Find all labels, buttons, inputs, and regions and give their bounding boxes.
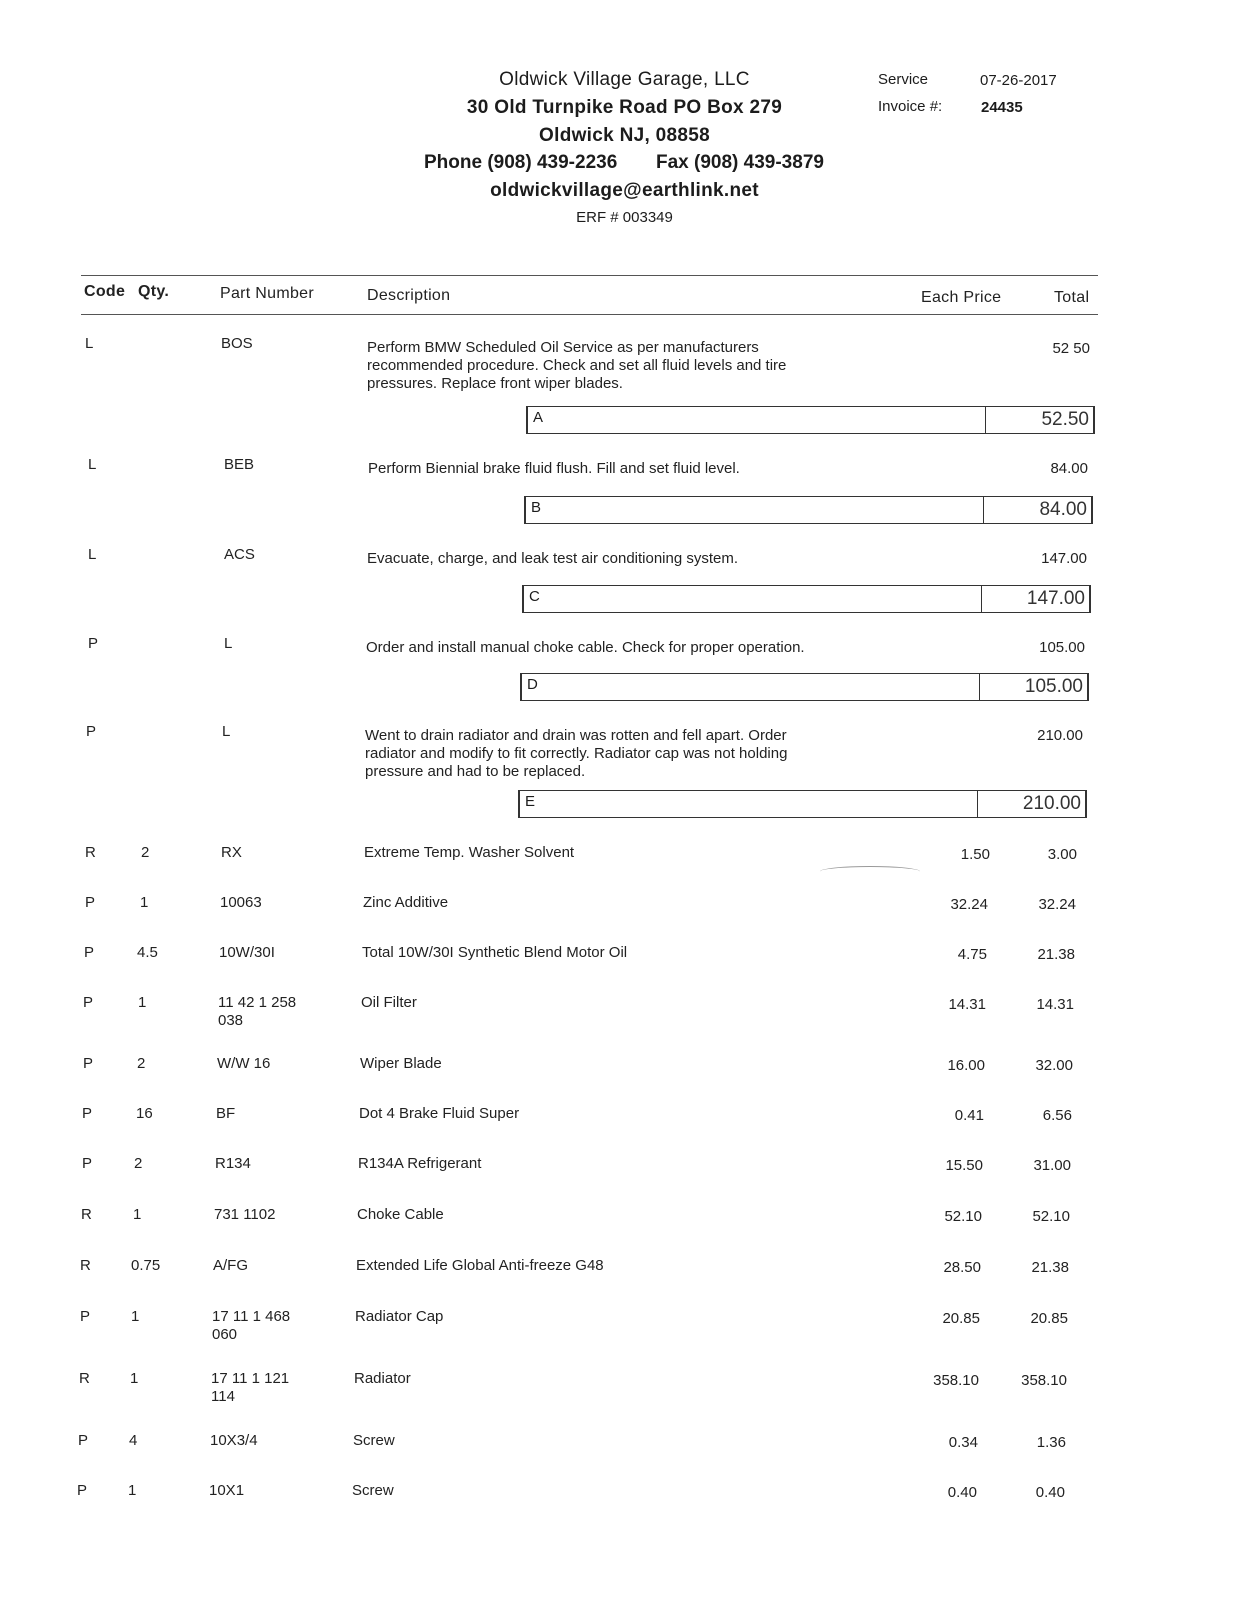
desc-line: recommended procedure. Check and set all fluid levels and tire <box>367 357 787 374</box>
part-number <box>218 994 296 1030</box>
part-code: P <box>82 1105 93 1122</box>
part-code: R <box>80 1257 91 1274</box>
part-number-line: 060 <box>212 1326 238 1343</box>
part-description: Extended Life Global Anti-freeze G48 <box>356 1257 604 1274</box>
subtotal-amount: 210.00 <box>1022 793 1081 814</box>
part-code: P <box>78 1432 89 1449</box>
invoice-label: Invoice #: <box>878 98 943 115</box>
part-code: R <box>85 844 96 861</box>
labor-description <box>367 339 786 393</box>
col-qty: Qty. <box>138 283 170 300</box>
subtotal-letter: A <box>533 409 544 426</box>
part-total: 32.00 <box>1035 1057 1073 1074</box>
part-code: R <box>81 1206 92 1223</box>
part-each-price: 16.00 <box>947 1057 985 1074</box>
header-top-rule <box>81 275 1098 276</box>
part-total: 358.10 <box>1021 1372 1067 1389</box>
subtotal-amount: 147.00 <box>1026 588 1085 609</box>
subtotal-letter: C <box>529 588 540 605</box>
subtotal-amount: 84.00 <box>1039 499 1087 520</box>
part-description: Dot 4 Brake Fluid Super <box>359 1105 520 1122</box>
company-name: Oldwick Village Garage, LLC <box>499 69 750 90</box>
labor-part: ACS <box>224 546 255 563</box>
labor-total: 105.00 <box>1039 639 1085 656</box>
labor-subtotal-box <box>518 790 1087 818</box>
part-description: Oil Filter <box>361 994 417 1011</box>
subtotal-divider <box>981 586 982 612</box>
labor-subtotal-box <box>520 673 1089 701</box>
labor-code: L <box>88 456 97 473</box>
desc-line: Order and install manual choke cable. Check for proper operation. <box>366 639 805 656</box>
part-description: Radiator Cap <box>355 1308 444 1325</box>
part-total: 14.31 <box>1036 996 1074 1013</box>
part-description: Screw <box>353 1432 395 1449</box>
subtotal-letter: D <box>527 676 538 693</box>
col-part-number: Part Number <box>220 285 314 302</box>
col-total: Total <box>1054 289 1090 306</box>
part-number-line: 11 42 1 258 <box>218 994 297 1011</box>
part-each-price: 0.34 <box>948 1434 978 1451</box>
part-each-price: 15.50 <box>945 1157 983 1174</box>
labor-subtotal-box <box>526 406 1095 434</box>
labor-total: 84.00 <box>1050 460 1088 477</box>
part-number: 10X1 <box>209 1482 245 1499</box>
part-each-price: 0.41 <box>954 1107 984 1124</box>
part-total: 21.38 <box>1031 1259 1069 1276</box>
part-code: P <box>85 894 96 911</box>
labor-subtotal-box <box>522 585 1091 613</box>
part-code: P <box>82 1155 93 1172</box>
part-number-line: 17 11 1 468 <box>212 1308 291 1325</box>
part-number: BF <box>216 1105 236 1122</box>
part-code: P <box>80 1308 91 1325</box>
part-code: P <box>83 1055 94 1072</box>
part-code: R <box>79 1370 90 1387</box>
part-number: R134 <box>215 1155 251 1172</box>
col-description: Description <box>367 287 451 304</box>
part-each-price: 1.50 <box>960 846 990 863</box>
labor-total: 210.00 <box>1037 727 1083 744</box>
part-total: 6.56 <box>1042 1107 1072 1124</box>
part-description: Total 10W/30I Synthetic Blend Motor Oil <box>362 944 628 961</box>
subtotal-amount: 52.50 <box>1041 409 1089 430</box>
part-description: Choke Cable <box>357 1206 444 1223</box>
part-qty: 1 <box>131 1308 140 1325</box>
labor-part: L <box>222 723 231 740</box>
labor-code: L <box>88 546 97 563</box>
desc-line: Perform BMW Scheduled Oil Service as per manufacturers <box>367 339 759 356</box>
labor-total: 147.00 <box>1041 550 1087 567</box>
part-description: Screw <box>352 1482 394 1499</box>
part-each-price: 32.24 <box>950 896 988 913</box>
desc-line: pressure and had to be replaced. <box>365 763 586 780</box>
part-number: 10063 <box>220 894 262 911</box>
part-number: 731 1102 <box>214 1206 276 1223</box>
part-each-price: 14.31 <box>948 996 986 1013</box>
part-number <box>212 1308 290 1344</box>
part-qty: 1 <box>133 1206 142 1223</box>
part-description: R134A Refrigerant <box>358 1155 482 1172</box>
desc-line: pressures. Replace front wiper blades. <box>367 375 623 392</box>
part-number-line: 114 <box>211 1388 235 1405</box>
labor-description <box>365 727 787 781</box>
invoice-number: 24435 <box>981 99 1023 116</box>
subtotal-letter: B <box>531 499 542 516</box>
part-each-price: 28.50 <box>943 1259 981 1276</box>
part-qty: 16 <box>136 1105 153 1122</box>
part-number: 10W/30I <box>219 944 275 961</box>
service-label: Service <box>878 71 929 88</box>
part-qty: 0.75 <box>131 1257 161 1274</box>
erf-number: ERF # 003349 <box>576 209 673 226</box>
part-qty: 4.5 <box>137 944 158 961</box>
part-description: Extreme Temp. Washer Solvent <box>364 844 575 861</box>
labor-description <box>366 639 805 657</box>
header-bottom-rule <box>81 314 1098 315</box>
part-qty: 1 <box>140 894 149 911</box>
part-total: 52.10 <box>1032 1208 1070 1225</box>
part-total: 31.00 <box>1033 1157 1071 1174</box>
part-each-price: 358.10 <box>933 1372 979 1389</box>
labor-code: L <box>85 335 94 352</box>
service-date: 07-26-2017 <box>980 72 1057 89</box>
labor-description <box>367 550 738 568</box>
part-number-line: 17 11 1 121 <box>211 1370 290 1387</box>
company-email: oldwickvillage@earthlink.net <box>490 180 759 201</box>
part-qty: 1 <box>128 1482 137 1499</box>
subtotal-letter: E <box>525 793 536 810</box>
part-qty: 4 <box>129 1432 138 1449</box>
part-qty: 1 <box>130 1370 139 1387</box>
desc-line: Went to drain radiator and drain was rotten and fell apart. Order <box>365 727 787 744</box>
pen-mark <box>820 866 920 877</box>
part-qty: 2 <box>134 1155 143 1172</box>
company-phone: Phone (908) 439-2236 <box>424 152 618 173</box>
desc-line: Perform Biennial brake fluid flush. Fill and set fluid level. <box>368 460 740 477</box>
part-number-line: 038 <box>218 1012 244 1029</box>
part-total: 1.36 <box>1036 1434 1066 1451</box>
col-each-price: Each Price <box>921 289 1002 306</box>
desc-line: radiator and modify to fit correctly. Radiator cap was not holding <box>365 745 788 762</box>
subtotal-divider <box>983 497 984 523</box>
part-code: P <box>84 944 95 961</box>
part-each-price: 4.75 <box>957 946 987 963</box>
part-total: 0.40 <box>1035 1484 1065 1501</box>
company-fax: Fax (908) 439-3879 <box>656 152 824 173</box>
company-address-line1: 30 Old Turnpike Road PO Box 279 <box>466 97 783 118</box>
subtotal-amount: 105.00 <box>1024 676 1083 697</box>
subtotal-divider <box>979 674 980 700</box>
part-number <box>211 1370 289 1406</box>
part-description: Radiator <box>354 1370 411 1387</box>
labor-code: P <box>88 635 99 652</box>
col-code: Code <box>84 283 126 300</box>
part-total: 3.00 <box>1047 846 1077 863</box>
part-each-price: 0.40 <box>947 1484 977 1501</box>
part-number: A/FG <box>213 1257 249 1274</box>
labor-subtotal-box <box>524 496 1093 524</box>
desc-line: Evacuate, charge, and leak test air conditioning system. <box>367 550 739 567</box>
part-number: 10X3/4 <box>210 1432 258 1449</box>
part-code: P <box>77 1482 88 1499</box>
part-number: W/W 16 <box>217 1055 271 1072</box>
labor-part: BEB <box>224 456 255 473</box>
labor-part: BOS <box>221 335 253 352</box>
part-qty: 2 <box>137 1055 146 1072</box>
subtotal-divider <box>985 407 986 433</box>
labor-part: L <box>224 635 233 652</box>
labor-description <box>368 460 740 478</box>
part-total: 21.38 <box>1037 946 1075 963</box>
part-each-price: 52.10 <box>944 1208 982 1225</box>
part-qty: 2 <box>141 844 150 861</box>
part-qty: 1 <box>138 994 147 1011</box>
part-total: 20.85 <box>1030 1310 1068 1327</box>
part-description: Wiper Blade <box>360 1055 442 1072</box>
part-code: P <box>83 994 94 1011</box>
labor-code: P <box>86 723 97 740</box>
part-number: RX <box>221 844 242 861</box>
part-description: Zinc Additive <box>363 894 449 911</box>
part-total: 32.24 <box>1038 896 1076 913</box>
company-address-line2: Oldwick NJ, 08858 <box>539 125 710 146</box>
subtotal-divider <box>977 791 978 817</box>
labor-total: 52 50 <box>1052 340 1090 357</box>
part-each-price: 20.85 <box>942 1310 980 1327</box>
